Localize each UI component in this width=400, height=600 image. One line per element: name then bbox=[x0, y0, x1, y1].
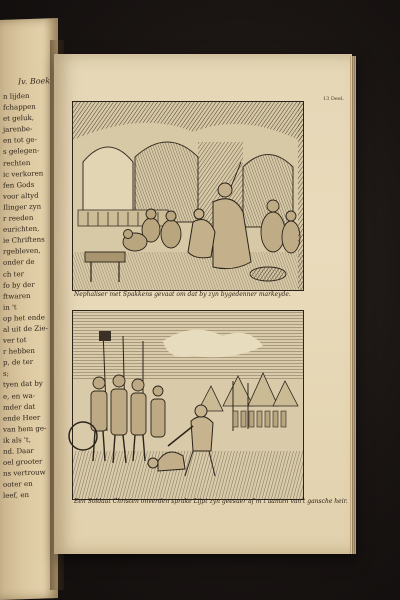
text-line: fo by der bbox=[3, 280, 35, 290]
text-line: fchappen bbox=[3, 102, 36, 112]
text-line: ch ter bbox=[3, 269, 24, 279]
text-line: al uit de Zie- bbox=[3, 324, 48, 334]
text-line: ns vertrouw bbox=[3, 468, 46, 479]
engraving-military-scene bbox=[72, 310, 304, 500]
left-page-header: Iv. Boek bbox=[18, 76, 51, 87]
text-line: ooter en bbox=[3, 480, 33, 490]
text-line: e, en wa- bbox=[3, 391, 35, 401]
text-line: en tot ge- bbox=[3, 136, 37, 146]
page-edges bbox=[350, 56, 356, 554]
text-line: nd. Daar bbox=[3, 446, 34, 456]
text-line: Ilinger zyn bbox=[3, 202, 42, 212]
text-line: jarenbe- bbox=[3, 125, 33, 135]
text-line: rechten bbox=[3, 158, 31, 168]
engraving-interior-illustration bbox=[73, 102, 303, 290]
text-line: rgebleven, bbox=[3, 246, 41, 257]
left-page-text bbox=[3, 90, 55, 580]
text-line: s gelegen- bbox=[3, 147, 40, 157]
text-line: p, de ter bbox=[3, 358, 34, 368]
text-line: ie Chriftens bbox=[3, 235, 45, 246]
text-line: ende Heer bbox=[3, 413, 41, 423]
engraving-military-illustration bbox=[73, 311, 303, 499]
engraving-caption-bottom: Een Soldaat Christen onverden sprake Lijpt zyn geesuer af m t aanten van't gansche heir. bbox=[74, 498, 348, 505]
engraving-caption-top: Nephaliser met Spakkens gevaat om dat by zyn bygedenner markeyde. bbox=[74, 291, 291, 298]
text-line: r hebben bbox=[3, 346, 35, 357]
text-line: oel grooter bbox=[3, 457, 43, 467]
text-line: fen Gods bbox=[3, 180, 35, 190]
text-line: in 't bbox=[3, 303, 17, 312]
text-line: voor altyd bbox=[3, 191, 39, 201]
page-number: 13 Deel. bbox=[322, 96, 344, 102]
text-line: ik als 't, bbox=[3, 435, 31, 445]
engraving-interior-scene bbox=[72, 101, 304, 291]
right-page bbox=[54, 54, 352, 554]
text-line: van hem ge- bbox=[3, 424, 47, 434]
text-line: op het ende bbox=[3, 313, 45, 323]
text-line: tyen dat by bbox=[3, 379, 43, 390]
text-line: eurichten, bbox=[3, 224, 40, 235]
text-line: ftwaren bbox=[3, 291, 31, 301]
text-line: leef, en bbox=[3, 491, 29, 501]
text-line: r reeden bbox=[3, 213, 34, 223]
text-line: ic verkoren bbox=[3, 169, 44, 179]
text-line: s; bbox=[3, 370, 9, 379]
text-line: onder de bbox=[3, 258, 35, 268]
text-line: n lijden bbox=[3, 91, 30, 101]
text-line: ver tot bbox=[3, 336, 27, 345]
text-line: et geluk, bbox=[3, 113, 35, 124]
text-line: mder dat bbox=[3, 402, 36, 412]
